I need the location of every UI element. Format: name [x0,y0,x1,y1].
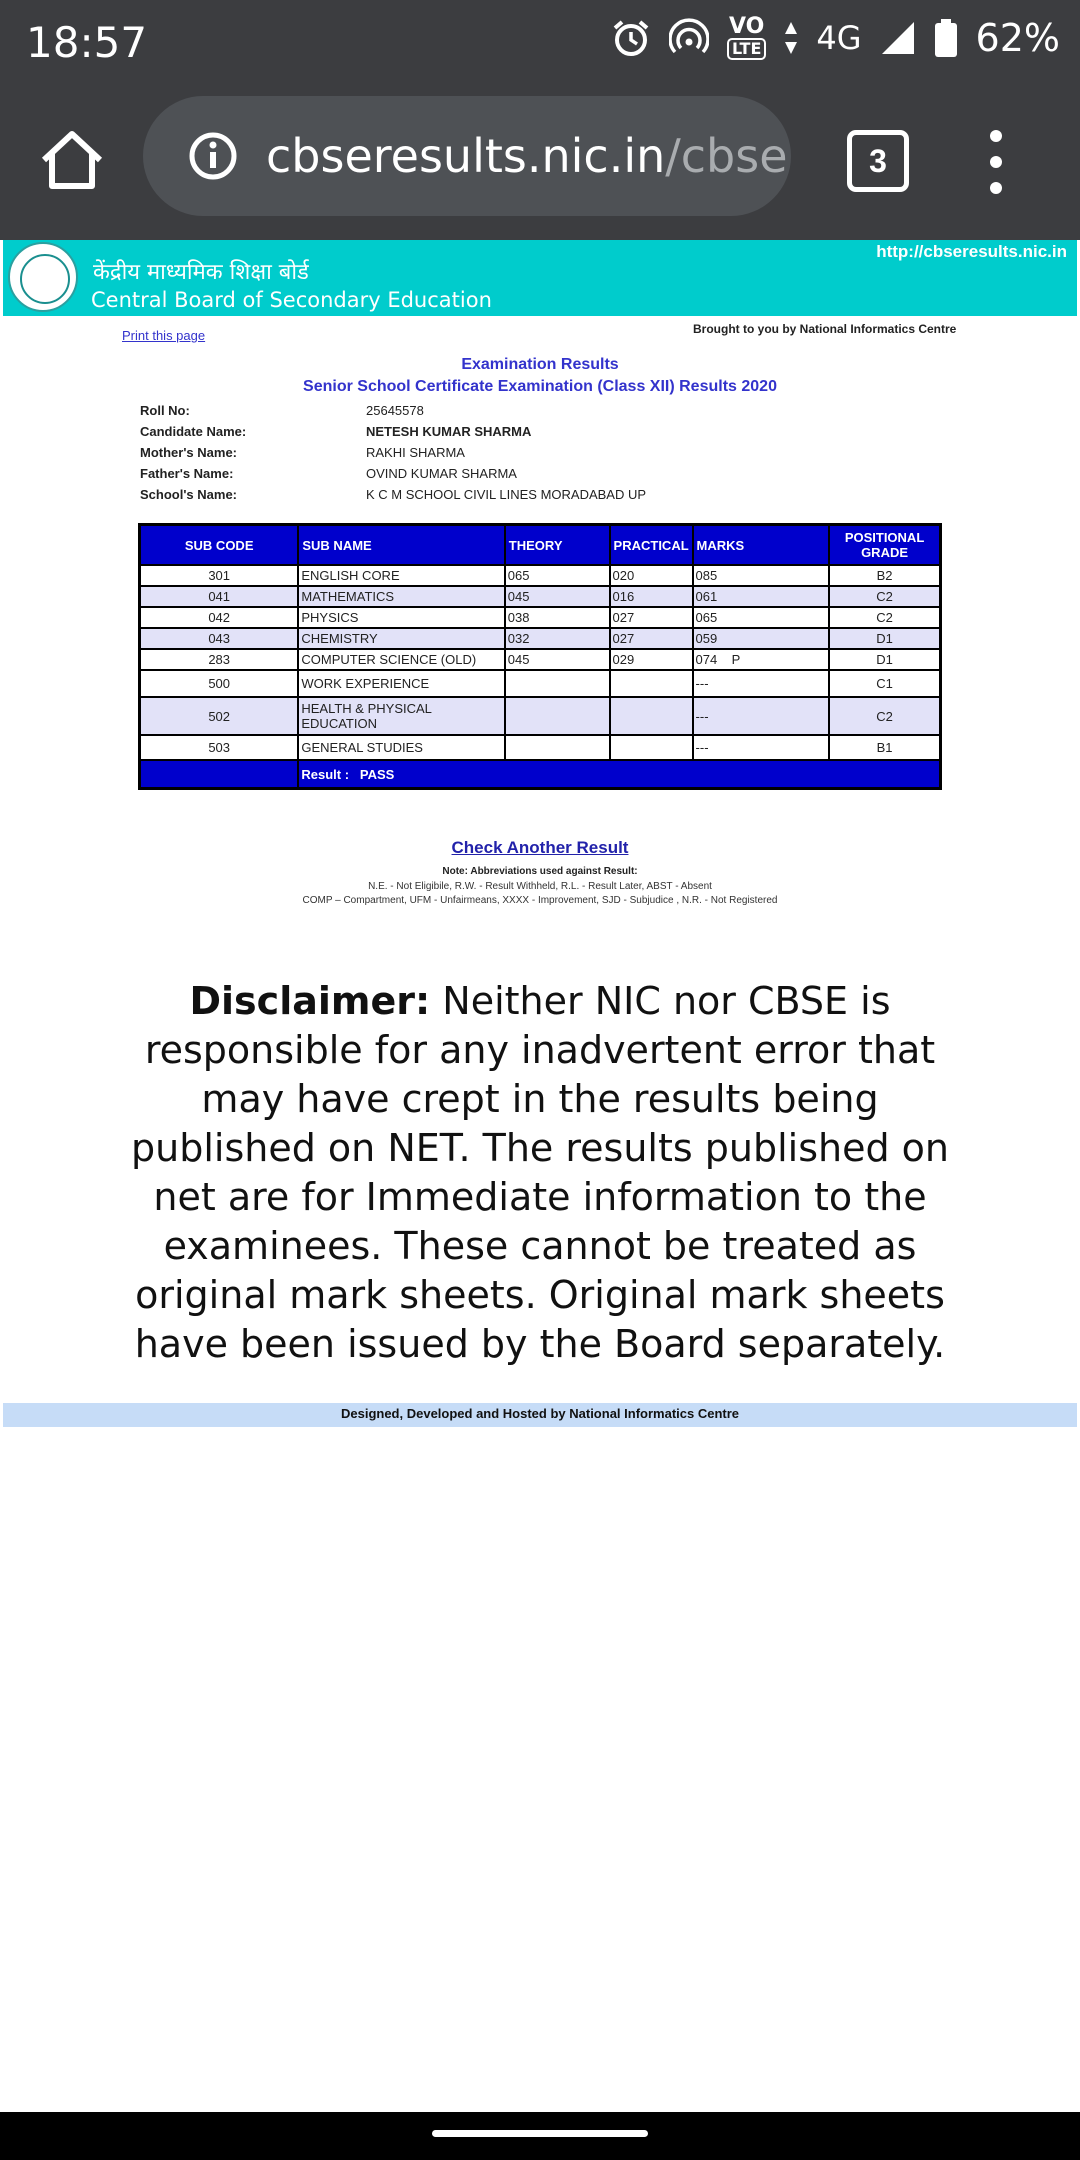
nic-credit: Brought to you by National Informatics Centre [693,322,957,336]
disclaimer-body: Neither NIC nor CBSE is responsible for any inadvertent error that may have crept in the results being published on NET. The results published on net are for Immediate information to the examinees. These cannot be treated as original mark sheets. Original mark sheets have been issued by the Board separately. [131,979,949,1366]
print-page-link[interactable]: Print this page [122,328,206,343]
table-row: 301 ENGLISH CORE 065 020 085 B2 [140,565,941,586]
check-another-result-link[interactable]: Check Another Result [451,838,629,857]
header-sub-name: SUB NAME [298,525,504,566]
table-row: 042 PHYSICS 038 027 065 C2 [140,607,941,628]
abbreviations-note-title: Note: Abbreviations used against Result: [442,866,638,877]
table-row: 043 CHEMISTRY 032 027 059 D1 [140,628,941,649]
navigation-bar [0,2112,1080,2160]
address-bar[interactable] [143,96,791,216]
status-icons [611,16,1060,60]
board-name-hindi: केंद्रीय माध्यमिक शिक्षा बोर्ड [93,260,309,285]
network-type: 4G [816,19,862,57]
header-theory: THEORY [505,525,610,566]
home-icon[interactable] [38,126,106,194]
browser-toolbar [0,90,1080,240]
cbse-logo [8,242,78,312]
url-host: cbseresults.nic.in [266,129,666,183]
table-row: 041 MATHEMATICS 045 016 061 C2 [140,586,941,607]
marks-table [138,523,942,790]
url-text[interactable] [266,129,788,183]
alarm-icon [611,18,651,58]
more-options-icon[interactable] [984,130,1008,194]
info-icon[interactable] [188,131,238,181]
header-practical: PRACTICAL [610,525,693,566]
url-path: /cbse [665,129,788,183]
footer-credit: Designed, Developed and Hosted by National Informatics Centre [3,1403,1077,1427]
data-arrows-icon [784,20,798,56]
abbreviations-line-1: N.E. - Not Eligibile, R.W. - Result Withheld, R.L. - Result Later, ABST - Absent [368,881,712,892]
table-header-row [140,525,941,566]
header-grade: POSITIONAL GRADE [829,525,940,566]
site-url[interactable]: http://cbseresults.nic.in [876,242,1067,261]
header-sub-code: SUB CODE [140,525,299,566]
header-marks: MARKS [693,525,830,566]
board-name-english: Central Board of Secondary Education [91,288,492,312]
battery-level: 62% [975,16,1060,60]
tab-switcher-button[interactable]: 3 [847,130,909,192]
table-row: 503 GENERAL STUDIES --- B1 [140,735,941,760]
disclaimer-label: Disclaimer: [189,979,431,1023]
table-row: 500 WORK EXPERIENCE --- C1 [140,670,941,697]
battery-icon [934,18,958,58]
status-time: 18:57 [26,18,148,67]
signal-icon [880,20,916,56]
cbse-banner [3,240,1077,316]
result-status: Result : PASS [298,760,940,789]
exam-title: Examination Results [461,356,619,373]
status-bar [0,0,1080,90]
disclaimer-text [130,977,950,1369]
table-row: 502 HEALTH & PHYSICAL EDUCATION --- C2 [140,697,941,735]
hotspot-icon [669,18,709,58]
abbreviations-line-2: COMP – Compartment, UFM - Unfairmeans, XXXX - Improvement, SJD - Subjudice , N.R. - Not Registered [302,895,778,906]
exam-subtitle: Senior School Certificate Examination (Class XII) Results 2020 [303,378,777,395]
result-row [140,760,941,789]
home-gesture-handle[interactable] [432,2130,648,2137]
table-row: 283 COMPUTER SCIENCE (OLD) 045 029 074 P D1 [140,649,941,670]
volte-icon: VO LTE [727,16,766,60]
